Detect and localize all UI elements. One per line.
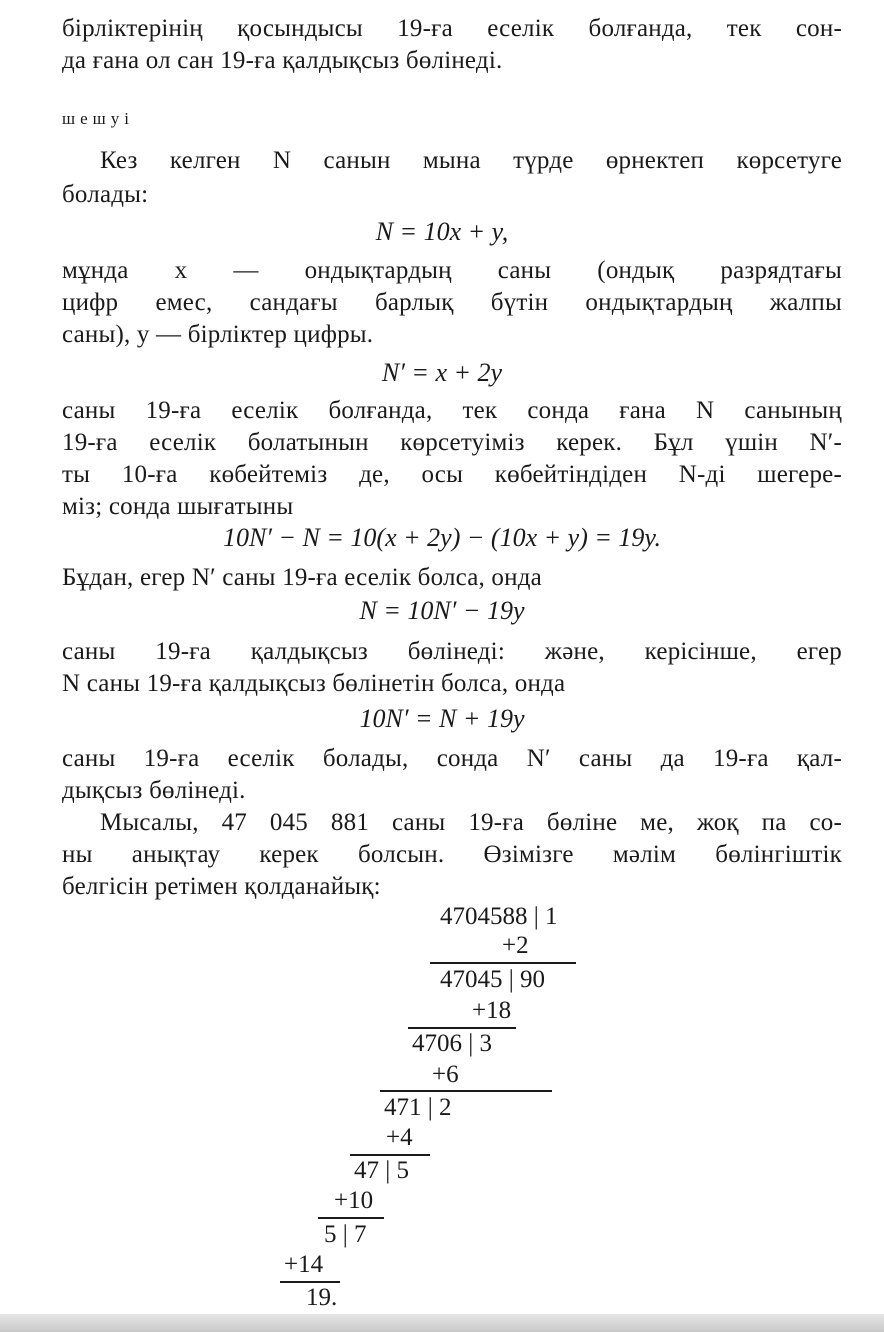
ladder-addend: +10: [334, 1187, 374, 1214]
text-line: Мысалы, 47 045 881 саны 19-ға бөліне ме, жоқ па со-: [100, 809, 842, 836]
text-line: дықсыз бөлінеді.: [62, 777, 246, 804]
formula: N′ = x + 2y: [381, 358, 503, 387]
text-line: саны 19-ға қалдықсыз бөлінеді: және, керісінше, егер: [62, 638, 842, 665]
ladder-rule: [380, 1090, 552, 1092]
text-line: цифр емес, сандағы барлық бүтін ондықтардың жалпы: [62, 289, 842, 316]
text-line: белгісін ретімен қолданайық:: [62, 873, 381, 900]
ladder-rule: [408, 1027, 516, 1029]
text-line: бірліктерінің қосындысы 19-ға еселік болғанда, тек сон-: [62, 15, 842, 42]
ladder-addend: +2: [502, 932, 529, 959]
ladder-addend: +18: [472, 997, 512, 1024]
ladder-result: 19.: [306, 1284, 338, 1311]
text-line: да ғана ол сан 19-ға қалдықсыз бөлінеді.: [62, 47, 503, 74]
text-line: N саны 19-ға қалдықсыз бөлінетін болса, онда: [62, 670, 566, 697]
ladder-row: 4704588 | 1: [440, 903, 558, 930]
text-line: ты 10-ға көбейтеміз де, осы көбейтіндіден N-ді шегере-: [62, 461, 842, 488]
text-line: мұнда x — ондықтардың саны (ондық разрядтағы: [62, 257, 842, 284]
text-line: болады:: [62, 181, 149, 208]
text-line: 19-ға еселік болатынын көрсетуіміз керек. Бұл үшін N′-: [62, 429, 842, 456]
formula: N = 10N′ − 19y: [359, 596, 525, 625]
text-line: міз; сонда шығатыны: [62, 493, 294, 520]
page-bottom-edge: [0, 1314, 884, 1332]
formula: N = 10x + y,: [375, 217, 509, 246]
ladder-rule: [280, 1281, 340, 1283]
ladder-addend: +14: [284, 1251, 324, 1278]
ladder-row: 47 | 5: [354, 1157, 410, 1184]
ladder-row: 47045 | 90: [440, 966, 546, 993]
section-heading: шешуі: [62, 109, 134, 128]
text-line: саны 19-ға еселік болғанда, тек сонда ғана N санының: [62, 397, 842, 424]
ladder-row: 4706 | 3: [412, 1030, 493, 1057]
text-line: Бұдан, егер N′ саны 19-ға еселік болса, онда: [62, 564, 542, 591]
ladder-row: 471 | 2: [384, 1094, 452, 1121]
text-line: Кез келген N санын мына түрде өрнектеп көрсетуге: [100, 147, 842, 174]
text-line: саны 19-ға еселік болады, сонда N′ саны да 19-ға қал-: [62, 745, 842, 772]
formula: 10N′ = N + 19y: [359, 704, 525, 733]
ladder-row: 5 | 7: [324, 1221, 367, 1248]
ladder-rule: [318, 1217, 384, 1219]
ladder-addend: +6: [432, 1061, 459, 1088]
ladder-rule: [430, 962, 576, 964]
text-line: ны анықтау керек болсын. Өзімізге мәлім бөлінгіштік: [62, 841, 842, 868]
ladder-addend: +4: [386, 1124, 413, 1151]
ladder-rule: [350, 1154, 430, 1156]
formula: 10N′ − N = 10(x + 2y) − (10x + y) = 19y.: [222, 523, 662, 552]
text-line: саны), y — бірліктер цифры.: [62, 321, 374, 348]
